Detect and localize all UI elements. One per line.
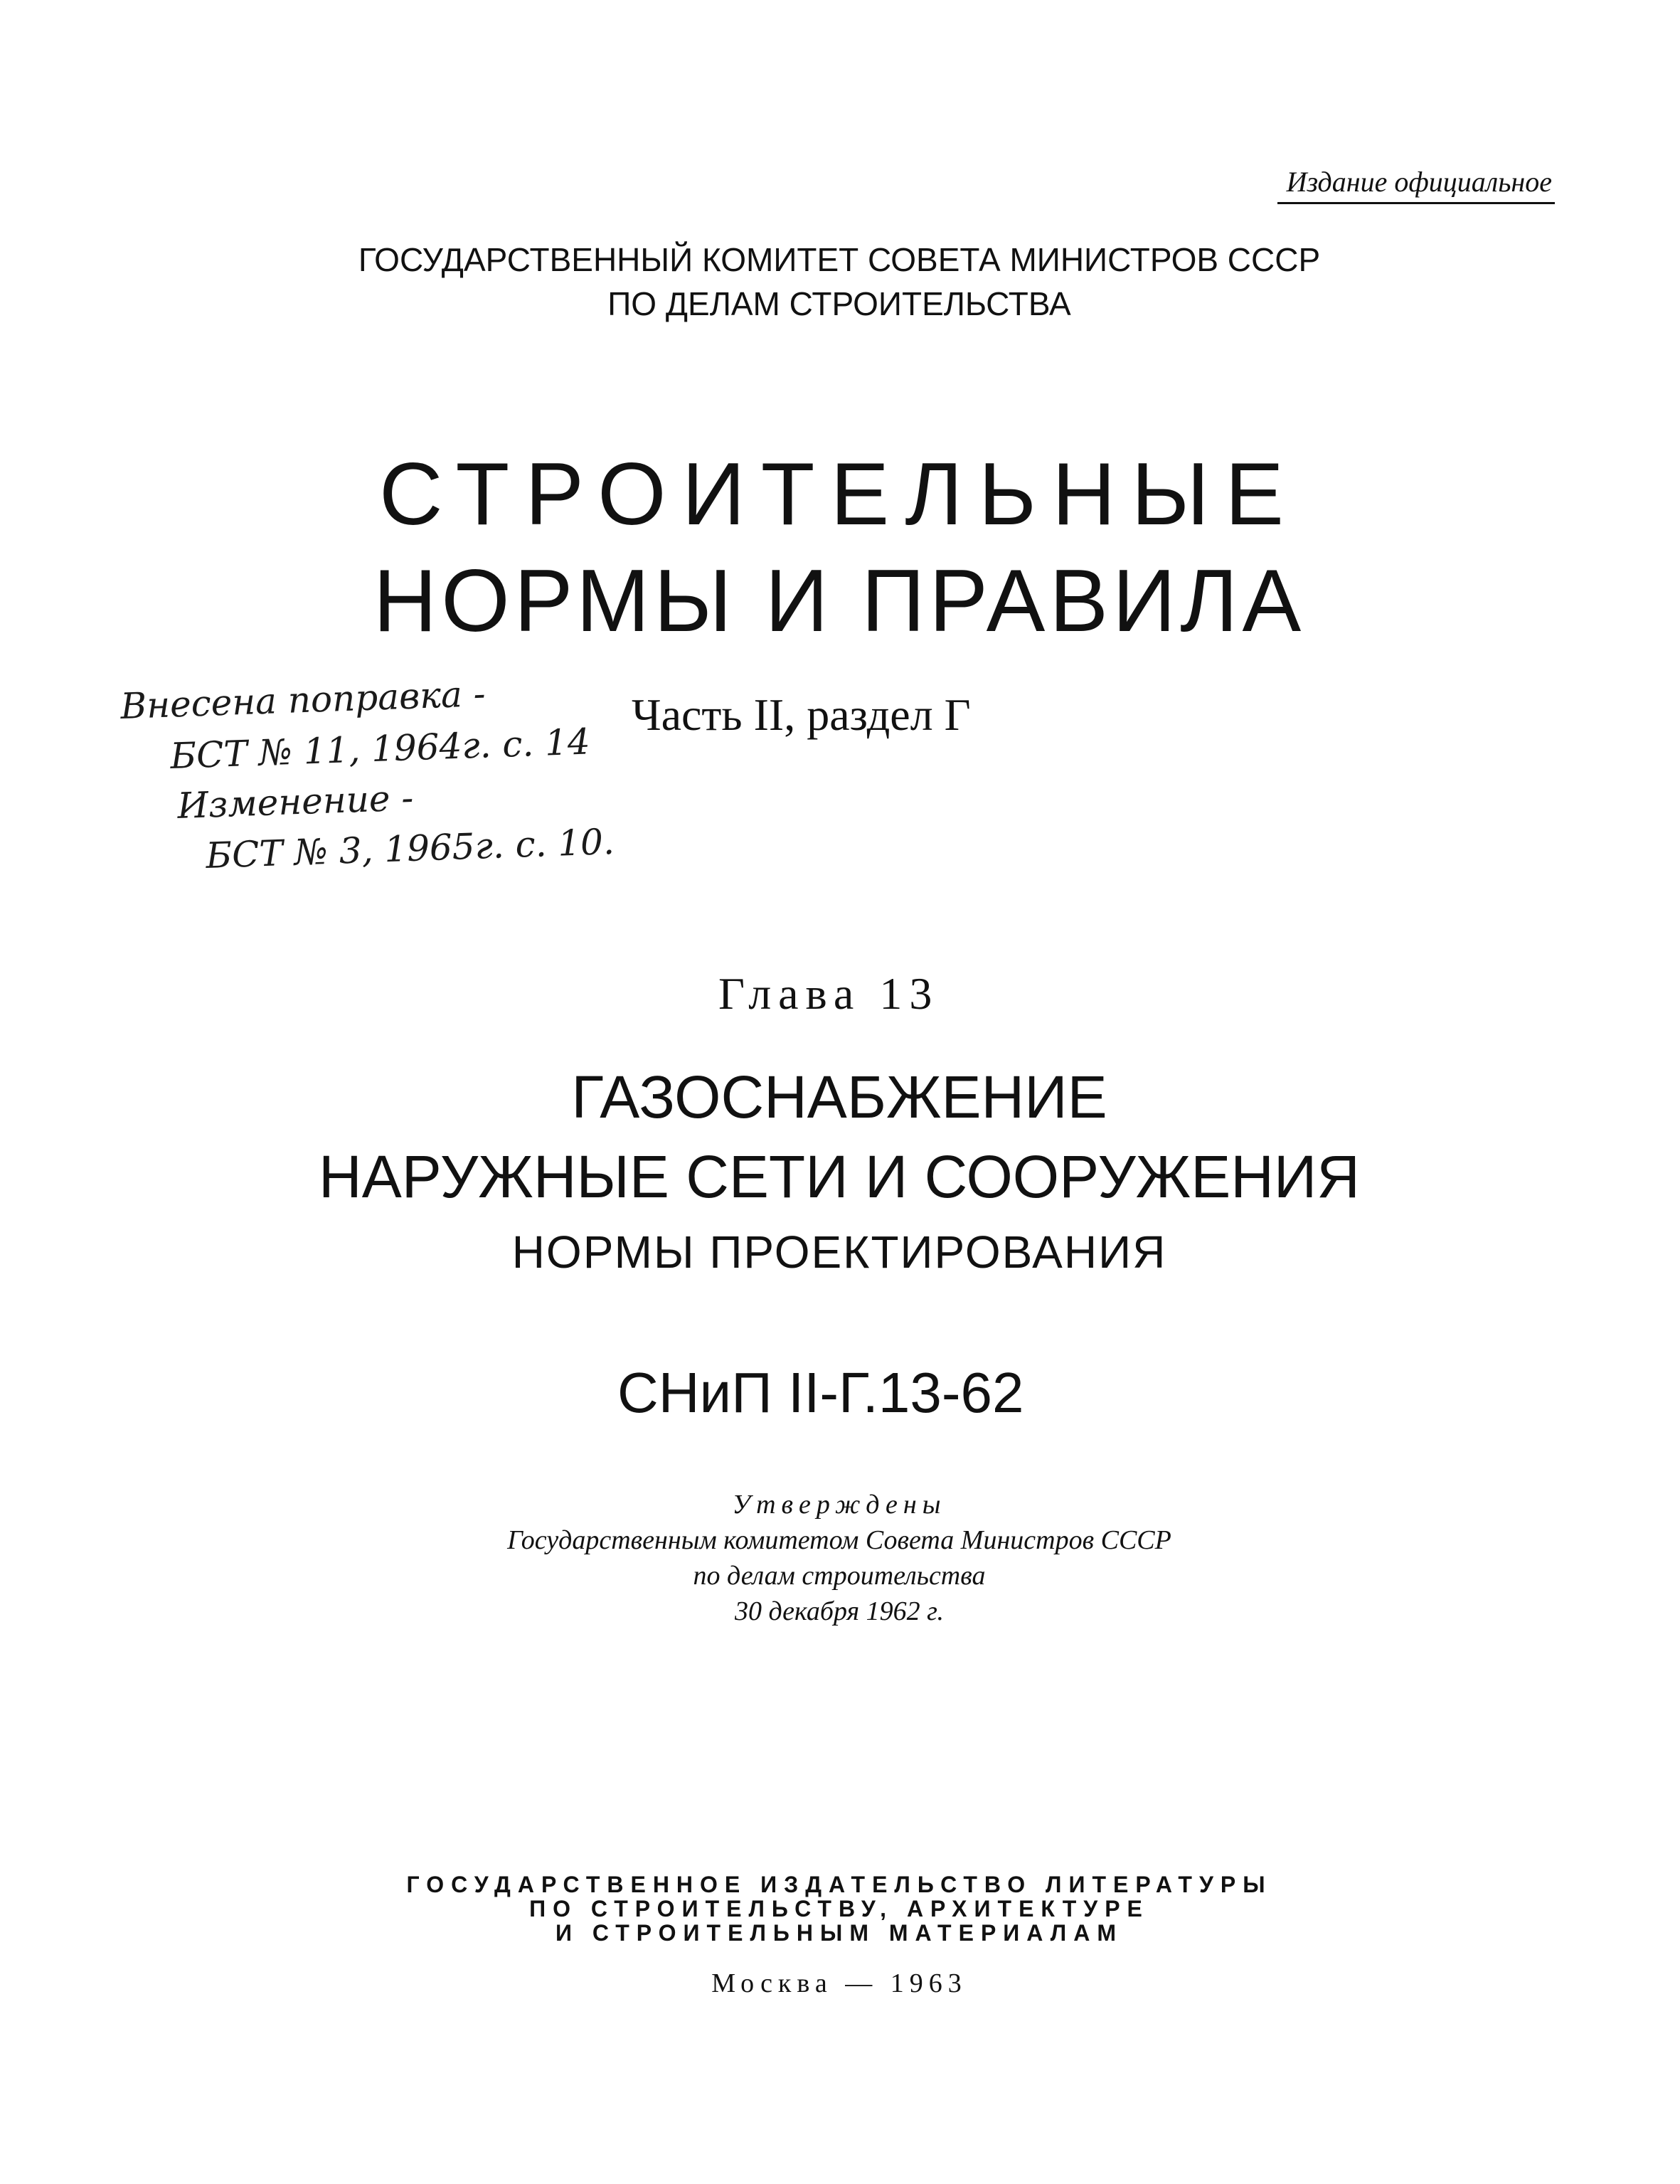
part-section: Часть II, раздел Г	[632, 689, 971, 740]
title-line-2: НОРМЫ И ПРАВИЛА	[373, 552, 1306, 650]
document-code: СНиП II-Г.13-62	[617, 1361, 1024, 1424]
approval-line-2: по делам строительства	[693, 1561, 986, 1591]
chapter-subject	[256, 1057, 1423, 1288]
committee-heading	[349, 238, 1330, 326]
approval-block	[413, 1487, 1266, 1629]
subject-line-3: НОРМЫ ПРОЕКТИРОВАНИЯ	[511, 1226, 1167, 1278]
title-line-1: СТРОИТЕЛЬНЫЕ	[379, 445, 1299, 544]
city-year: Москва — 1963	[711, 1968, 967, 1998]
official-edition-underline	[1277, 202, 1555, 204]
subject-line-2: НАРУЖНЫЕ СЕТИ И СООРУЖЕНИЯ	[319, 1143, 1360, 1210]
approval-line-1: Государственным комитетом Совета Министров СССР	[507, 1525, 1171, 1555]
handwritten-line-1: Внесена поправка -	[119, 673, 487, 727]
publisher-block	[327, 1872, 1351, 1945]
publisher-line-2: ПО СТРОИТЕЛЬСТВУ, АРХИТЕКТУРЕ	[529, 1896, 1149, 1921]
official-edition-mark: Издание официальное	[1286, 166, 1552, 198]
approval-date: 30 декабря 1962 г.	[735, 1596, 944, 1626]
chapter-number: Глава 13	[718, 968, 940, 1019]
committee-line-1: ГОСУДАРСТВЕННЫЙ КОМИТЕТ СОВЕТА МИНИСТРОВ СССР	[358, 241, 1321, 278]
handwritten-amendment-note	[107, 673, 615, 896]
handwritten-line-2: БСТ № 11, 1964г. с. 14	[169, 721, 591, 777]
subject-line-1: ГАЗОСНАБЖЕНИЕ	[571, 1064, 1107, 1130]
approval-heading: Утверждены	[732, 1490, 947, 1520]
publisher-line-1: ГОСУДАРСТВЕННОЕ ИЗДАТЕЛЬСТВО ЛИТЕРАТУРЫ	[406, 1872, 1272, 1897]
handwritten-note-svg	[107, 673, 615, 896]
handwritten-line-3: Изменение -	[176, 777, 415, 827]
handwritten-line-4: БСТ № 3, 1965г. с. 10.	[205, 820, 615, 876]
document-title	[320, 441, 1359, 654]
committee-line-2: ПО ДЕЛАМ СТРОИТЕЛЬСТВА	[607, 285, 1071, 322]
publisher-line-3: И СТРОИТЕЛЬНЫМ МАТЕРИАЛАМ	[555, 1920, 1123, 1946]
